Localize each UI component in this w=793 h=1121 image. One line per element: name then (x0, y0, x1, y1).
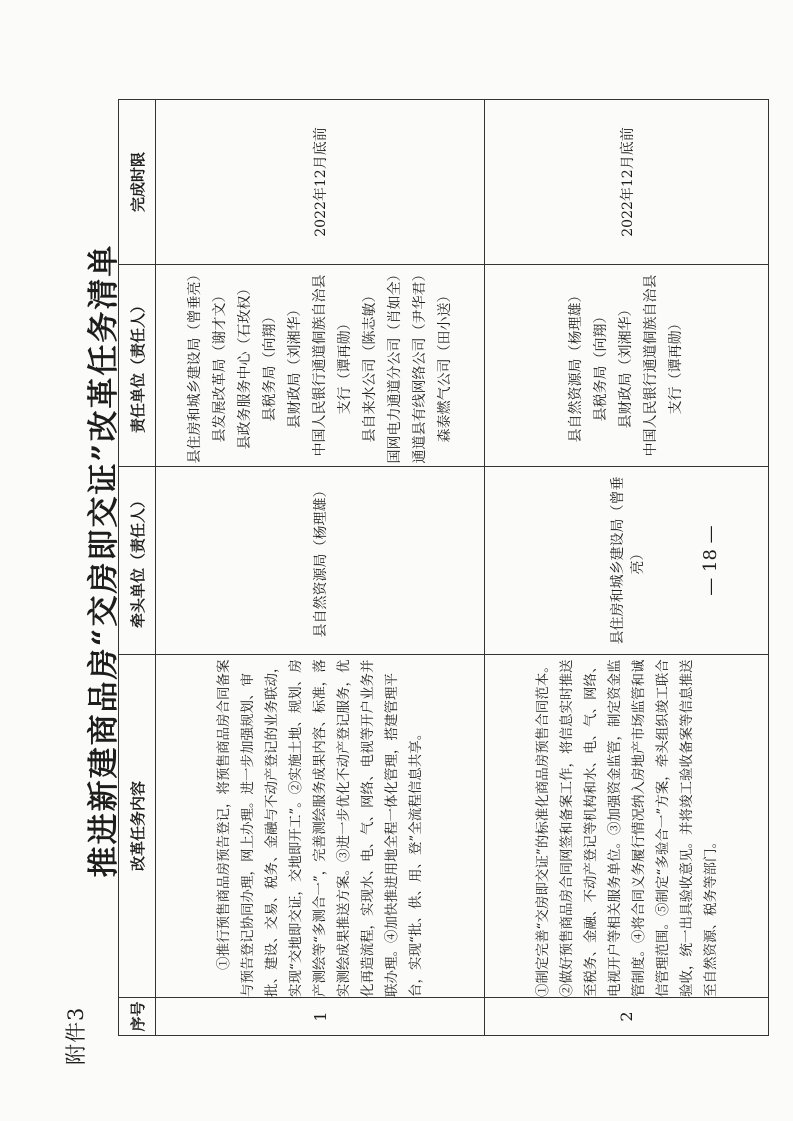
page-number: — 18 — (700, 525, 721, 596)
responsible-unit: 县财政局（刘湘华） (618, 302, 634, 429)
responsible-unit: 支行（谭再勋） (668, 316, 684, 415)
table-row (156, 100, 485, 1036)
task-content-text: ①推行预售商品房预告登记，将预售商品房合同备案与预告登记协同办理，网上办理。进一步加强规划、审批、建设、交易、税务、金融与不动产登记的业务联动，实现“交地即交证，交地即开工”。②实施土地、规划、房产测绘等“多测合一”，完善测绘服务成果内容、标准，落实测绘成果推送方案。③进一步优化不动产登记服务，优化再造流程，实现水、电、气、网络、电视等开户业务并联办理。④加快推进用地全程一体化管理，搭建管理平台，实现“批、供、用、登”全流程信息共享。 (216, 659, 424, 997)
deadline: 2022年12月底前 (156, 100, 485, 265)
responsible-unit: 支行（谭再勋） (336, 316, 353, 415)
responsible-unit: 国网电力通道分公司（肖如全） (386, 267, 403, 464)
attachment-label: 附件3 (64, 1006, 88, 1065)
task-table (118, 99, 769, 1036)
task-content (156, 655, 485, 998)
page-title: 推进新建商品房“交房即交证”改革任务清单 (86, 243, 122, 878)
responsible-units (156, 265, 485, 467)
row-number: 1 (156, 998, 485, 1036)
header-deadline: 完成时限 (119, 100, 156, 265)
lead-unit: 县住房和城乡建设局（曾垂亮） (485, 467, 769, 655)
responsible-unit: 县自来水公司（陈志敏） (361, 288, 378, 443)
header-no: 序号 (119, 998, 156, 1036)
header-lead-unit: 牵头单位（责任人） (119, 467, 156, 655)
responsible-unit: 县住房和城乡建设局（曾垂亮） (186, 267, 203, 464)
responsible-unit: 县税务局（向翔） (261, 309, 278, 422)
responsible-unit: 森泰燃气公司（田小送） (436, 288, 453, 443)
responsible-unit: 县自然资源局（杨理雄） (568, 288, 584, 443)
responsible-unit: 中国人民银行通道侗族自治县 (643, 274, 659, 457)
header-responsible-unit: 责任单位（责任人） (119, 265, 156, 467)
task-content (485, 655, 769, 998)
lead-unit: 县自然资源局（杨理雄） (156, 467, 485, 655)
deadline: 2022年12月底前 (485, 100, 769, 265)
responsible-unit: 中国人民银行通道侗族自治县 (311, 274, 328, 457)
responsible-unit: 县财政局（刘湘华） (286, 302, 303, 429)
responsible-unit: 县税务局（向翔） (593, 309, 609, 422)
table-header-row (119, 100, 156, 1036)
responsible-units (485, 265, 769, 467)
row-number: 2 (485, 998, 769, 1036)
responsible-unit: 县发展改革局（谢才文） (211, 288, 228, 443)
header-content: 改革任务内容 (119, 655, 156, 998)
responsible-unit: 通道县有线网络公司（尹华君） (411, 267, 428, 464)
task-content-text: ①制定完善“交房即交证”的标准化商品房预售合同范本。②做好预售商品房合同网签和备案工作，将信息实时推送至税务、金融、不动产登记等机构和水、电、气、网络、电视开户等相关服务单位。③加强资金监管，制定资金监管制度。④将合同义务履行情况纳入房地产市场监管和诚信管理范围。⑤制定“多验合一”方案，牵头组织竣工联合验收，统一出具验收意见。并将竣工验收备案等信息推送至自然资源、税务等部门。 (534, 659, 719, 997)
responsible-unit: 县政务服务中心（石玫权） (236, 281, 253, 450)
table-row (485, 100, 769, 1036)
